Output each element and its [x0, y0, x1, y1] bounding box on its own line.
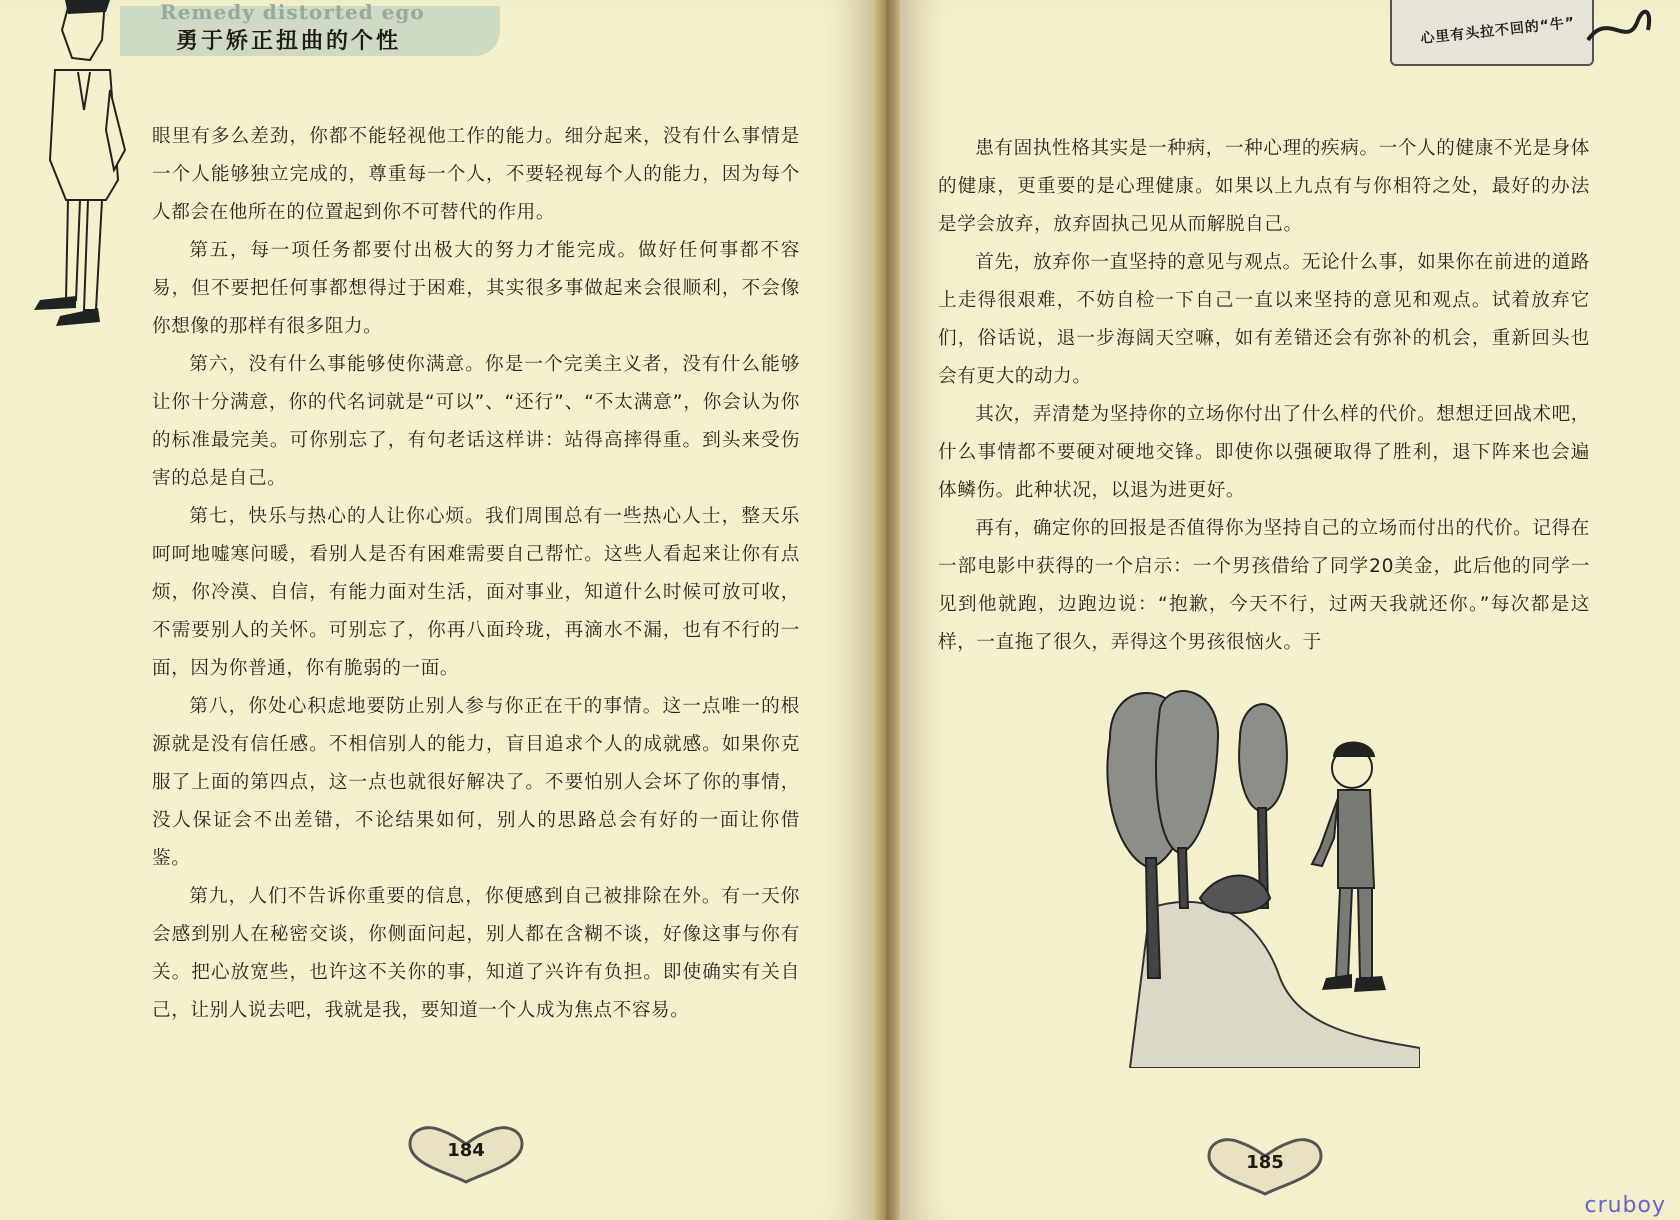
right-page-body — [938, 130, 1590, 662]
rope-decoration-icon — [1578, 0, 1658, 80]
paragraph: 再有，确定你的回报是否值得你为坚持自己的立场而付出的代价。记得在一部电影中获得的一个启示：一个男孩借给了同学20美金，此后他的同学一见到他就跑，边跑边说：“抱歉，今天不行，过两天我就还你。”每次都是这样，一直拖了很久，弄得这个男孩很恼火。于 — [938, 518, 1590, 653]
header-tag-box — [1390, 0, 1594, 66]
page-number-text: 185 — [1246, 1152, 1284, 1173]
paragraph: 首先，放弃你一直坚持的意见与观点。无论什么事，如果你在前进的道路上走得很艰难，不妨自检一下自己一直以来坚持的意见和观点。试着放弃它们，俗话说，退一步海阔天空嘛，如有差错还会有弥补的机会，重新回头也会有更大的动力。 — [938, 252, 1590, 387]
header-tag-text: 心里有头拉不回的“牛” — [1419, 14, 1576, 48]
right-running-header — [1390, 0, 1650, 74]
right-page — [900, 0, 1680, 1220]
book-gutter — [872, 0, 900, 1220]
page-number-left — [406, 1124, 526, 1184]
paragraph: 第九，人们不告诉你重要的信息，你便感到自己被排除在外。有一天你会感到别人在秘密交谈，你侧面问起，别人都在含糊不谈，好像这事与你有关。把心放宽些，也许这不关你的事，知道了兴许有负担。即使确实有关自己，让别人说去吧，我就是我，要知道一个人成为焦点不容易。 — [152, 886, 800, 1021]
page-number-right — [1205, 1136, 1325, 1196]
header-english-title: Remedy distorted ego — [160, 0, 425, 24]
header-chinese-title: 勇于矫正扭曲的个性 — [176, 29, 402, 54]
running-header — [120, 0, 540, 60]
paragraph: 第五，每一项任务都要付出极大的努力才能完成。做好任何事都不容易，但不要把任何事都想得过于困难，其实很多事做起来会很顺利，不会像你想像的那样有很多阻力。 — [152, 240, 800, 337]
paragraph: 第六，没有什么事能够使你满意。你是一个完美主义者，没有什么能够让你十分满意，你的代名词就是“可以”、“还行”、“不太满意”，你会认为你的标准最完美。可你别忘了，有句老话这样讲：站得高摔得重。到头来受伤害的总是自己。 — [152, 354, 800, 489]
trees-and-boy-illustration — [1090, 678, 1420, 1068]
paragraph: 第八，你处心积虑地要防止别人参与你正在干的事情。这一点唯一的根源就是没有信任感。不相信别人的能力，盲目追求个人的成就感。如果你克服了上面的第四点，这一点也就很好解决了。不要怕别人会坏了你的事情，没人保证会不出差错，不论结果如何，别人的思路总会有好的一面让你借鉴。 — [152, 696, 800, 869]
paragraph: 第七，快乐与热心的人让你心烦。我们周围总有一些热心人士，整天乐呵呵地嘘寒问暖，看别人是否有困难需要自己帮忙。这些人看起来让你有点烦，你冷漠、自信，有能力面对生活，面对事业，知道什么时候可放可收，不需要别人的关怀。可别忘了，你再八面玲珑，再滴水不漏，也有不行的一面，因为你普通，你有脆弱的一面。 — [152, 506, 800, 679]
paragraph: 眼里有多么差劲，你都不能轻视他工作的能力。细分起来，没有什么事情是一个人能够独立完成的，尊重每一个人，不要轻视每个人的能力，因为每个人都会在他所在的位置起到你不可替代的作用。 — [152, 126, 800, 223]
watermark: cruboy — [1584, 1193, 1666, 1218]
page-number-text: 184 — [447, 1140, 485, 1161]
paragraph: 患有固执性格其实是一种病，一种心理的疾病。一个人的健康不光是身体的健康，更重要的是心理健康。如果以上九点有与你相符之处，最好的办法是学会放弃，放弃固执己见从而解脱自己。 — [938, 138, 1590, 235]
paragraph: 其次，弄清楚为坚持你的立场你付出了什么样的代价。想想迂回战术吧，什么事情都不要硬对硬地交锋。即使你以强硬取得了胜利，退下阵来也会遍体鳞伤。此种状况，以退为进更好。 — [938, 404, 1590, 501]
left-page-body — [152, 118, 800, 1030]
